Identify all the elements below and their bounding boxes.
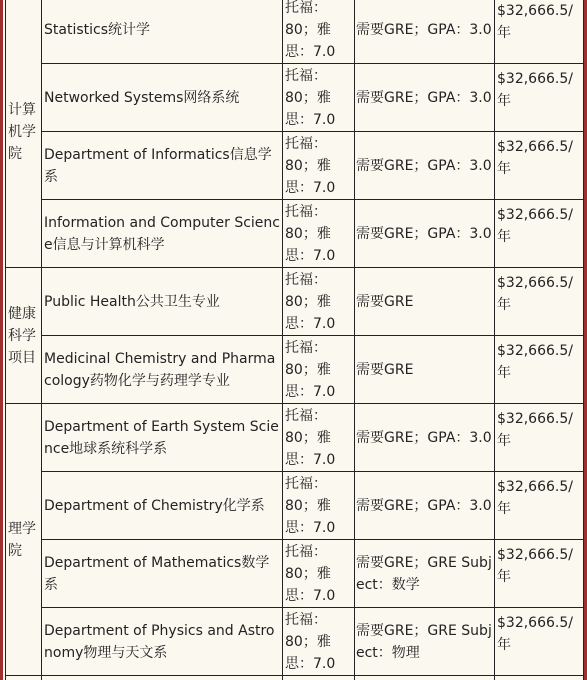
tuition-line: $32,666.5/ [497, 71, 573, 87]
language-requirement-line: 托福： [285, 0, 327, 16]
school-cell: 健康科学项目 [6, 268, 42, 404]
major-cell: Networked Systems网络系统 [42, 64, 283, 132]
language-requirement-line: 思：7.0 [285, 179, 336, 196]
tuition-line: 年 [497, 93, 511, 109]
tuition-line: 年 [497, 637, 511, 653]
tuition-cell [495, 540, 584, 608]
language-requirement-line: 托福： [285, 339, 327, 356]
language-requirement-line: 托福： [285, 611, 327, 628]
language-requirement-cell [283, 608, 355, 676]
language-requirement-line: 思：7.0 [285, 315, 336, 332]
school-cell: 理学院 [6, 404, 42, 676]
language-requirement-line: 思：7.0 [285, 655, 336, 672]
language-requirement-cell [283, 64, 355, 132]
tuition-line: $32,666.5/ [497, 615, 573, 631]
language-requirement-cell [283, 404, 355, 472]
tuition-line: $32,666.5/ [497, 275, 573, 291]
language-requirement-cell [283, 336, 355, 404]
major-cell: Department of Earth System Science地球系统科学系 [42, 404, 283, 472]
language-requirement-cell [283, 132, 355, 200]
language-requirement-line: 托福： [285, 475, 327, 492]
language-requirement-line: 80；雅 [285, 89, 331, 106]
language-requirement-line: 托福： [285, 203, 327, 220]
tuition-line: $32,666.5/ [497, 343, 573, 359]
tuition-line: 年 [497, 297, 511, 313]
language-requirement-line: 80；雅 [285, 225, 331, 242]
tuition-line: 年 [497, 161, 511, 177]
table-row [6, 540, 584, 608]
empty-cell [6, 676, 42, 680]
table-row [6, 268, 584, 336]
empty-cell [42, 676, 283, 680]
admission-requirement-cell: 需要GRE [355, 336, 495, 404]
tuition-cell [495, 0, 584, 64]
language-requirement-line: 托福： [285, 67, 327, 84]
major-cell: Department of Mathematics数学系 [42, 540, 283, 608]
table-row [6, 336, 584, 404]
language-requirement-line: 思：7.0 [285, 451, 336, 468]
major-cell: Department of Physics and Astronomy物理与天文系 [42, 608, 283, 676]
language-requirement-line: 80；雅 [285, 361, 331, 378]
table-row [6, 676, 584, 680]
tuition-cell [495, 336, 584, 404]
admission-requirement-cell: 需要GRE；GRE Subject：数学 [355, 540, 495, 608]
admission-requirement-cell: 需要GRE；GPA：3.0 [355, 472, 495, 540]
language-requirement-cell [283, 472, 355, 540]
tuition-line: 年 [497, 365, 511, 381]
language-requirement-line: 80；雅 [285, 21, 331, 38]
table-row [6, 200, 584, 268]
major-cell: Public Health公共卫生专业 [42, 268, 283, 336]
admission-requirement-cell: 需要GRE；GPA：3.0 [355, 404, 495, 472]
major-cell: Information and Computer Science信息与计算机科学 [42, 200, 283, 268]
admission-requirement-cell: 需要GRE；GRE Subject：物理 [355, 608, 495, 676]
language-requirement-line: 思：7.0 [285, 587, 336, 604]
language-requirement-line: 思：7.0 [285, 247, 336, 264]
admission-requirement-cell: 需要GRE [355, 268, 495, 336]
language-requirement-cell [283, 0, 355, 64]
table-row [6, 0, 584, 64]
tuition-cell [495, 608, 584, 676]
tuition-line: $32,666.5/ [497, 139, 573, 155]
tuition-cell [495, 200, 584, 268]
major-cell: Medicinal Chemistry and Pharmacology药物化学与药理学专业 [42, 336, 283, 404]
tuition-line: $32,666.5/ [497, 547, 573, 563]
empty-cell [495, 676, 584, 680]
tuition-line: $32,666.5/ [497, 479, 573, 495]
table-row [6, 132, 584, 200]
program-table-body [6, 0, 584, 680]
major-cell: Department of Chemistry化学系 [42, 472, 283, 540]
admission-requirement-cell: 需要GRE；GPA：3.0 [355, 200, 495, 268]
language-requirement-line: 思：7.0 [285, 43, 336, 60]
admission-requirement-cell: 需要GRE；GPA：3.0 [355, 132, 495, 200]
language-requirement-line: 80；雅 [285, 565, 331, 582]
language-requirement-line: 思：7.0 [285, 111, 336, 128]
language-requirement-line: 托福： [285, 543, 327, 560]
tuition-line: 年 [497, 501, 511, 517]
language-requirement-line: 思：7.0 [285, 519, 336, 536]
empty-cell [283, 676, 355, 680]
tuition-line: 年 [497, 569, 511, 585]
language-requirement-line: 托福： [285, 135, 327, 152]
tuition-cell [495, 132, 584, 200]
language-requirement-line: 托福： [285, 271, 327, 288]
tuition-line: 年 [497, 229, 511, 245]
language-requirement-line: 80；雅 [285, 157, 331, 174]
tuition-cell [495, 472, 584, 540]
admission-requirement-cell: 需要GRE；GPA：3.0 [355, 0, 495, 64]
tuition-line: $32,666.5/ [497, 207, 573, 223]
language-requirement-line: 80；雅 [285, 633, 331, 650]
language-requirement-cell [283, 540, 355, 608]
program-table [5, 0, 584, 680]
language-requirement-line: 80；雅 [285, 497, 331, 514]
major-cell: Department of Informatics信息学系 [42, 132, 283, 200]
language-requirement-line: 托福： [285, 407, 327, 424]
tuition-cell [495, 64, 584, 132]
language-requirement-cell [283, 200, 355, 268]
table-row [6, 472, 584, 540]
major-cell: Statistics统计学 [42, 0, 283, 64]
table-row [6, 64, 584, 132]
tuition-cell [495, 404, 584, 472]
tuition-line: $32,666.5/ [497, 3, 573, 19]
language-requirement-line: 80；雅 [285, 429, 331, 446]
language-requirement-line: 80；雅 [285, 293, 331, 310]
language-requirement-cell [283, 268, 355, 336]
school-cell: 计算机学院 [6, 0, 42, 268]
tuition-line: 年 [497, 25, 511, 41]
table-row [6, 608, 584, 676]
tuition-cell [495, 268, 584, 336]
language-requirement-line: 思：7.0 [285, 383, 336, 400]
admission-requirement-cell: 需要GRE；GPA：3.0 [355, 64, 495, 132]
tuition-line: 年 [497, 433, 511, 449]
table-row [6, 404, 584, 472]
empty-cell [355, 676, 495, 680]
tuition-line: $32,666.5/ [497, 411, 573, 427]
